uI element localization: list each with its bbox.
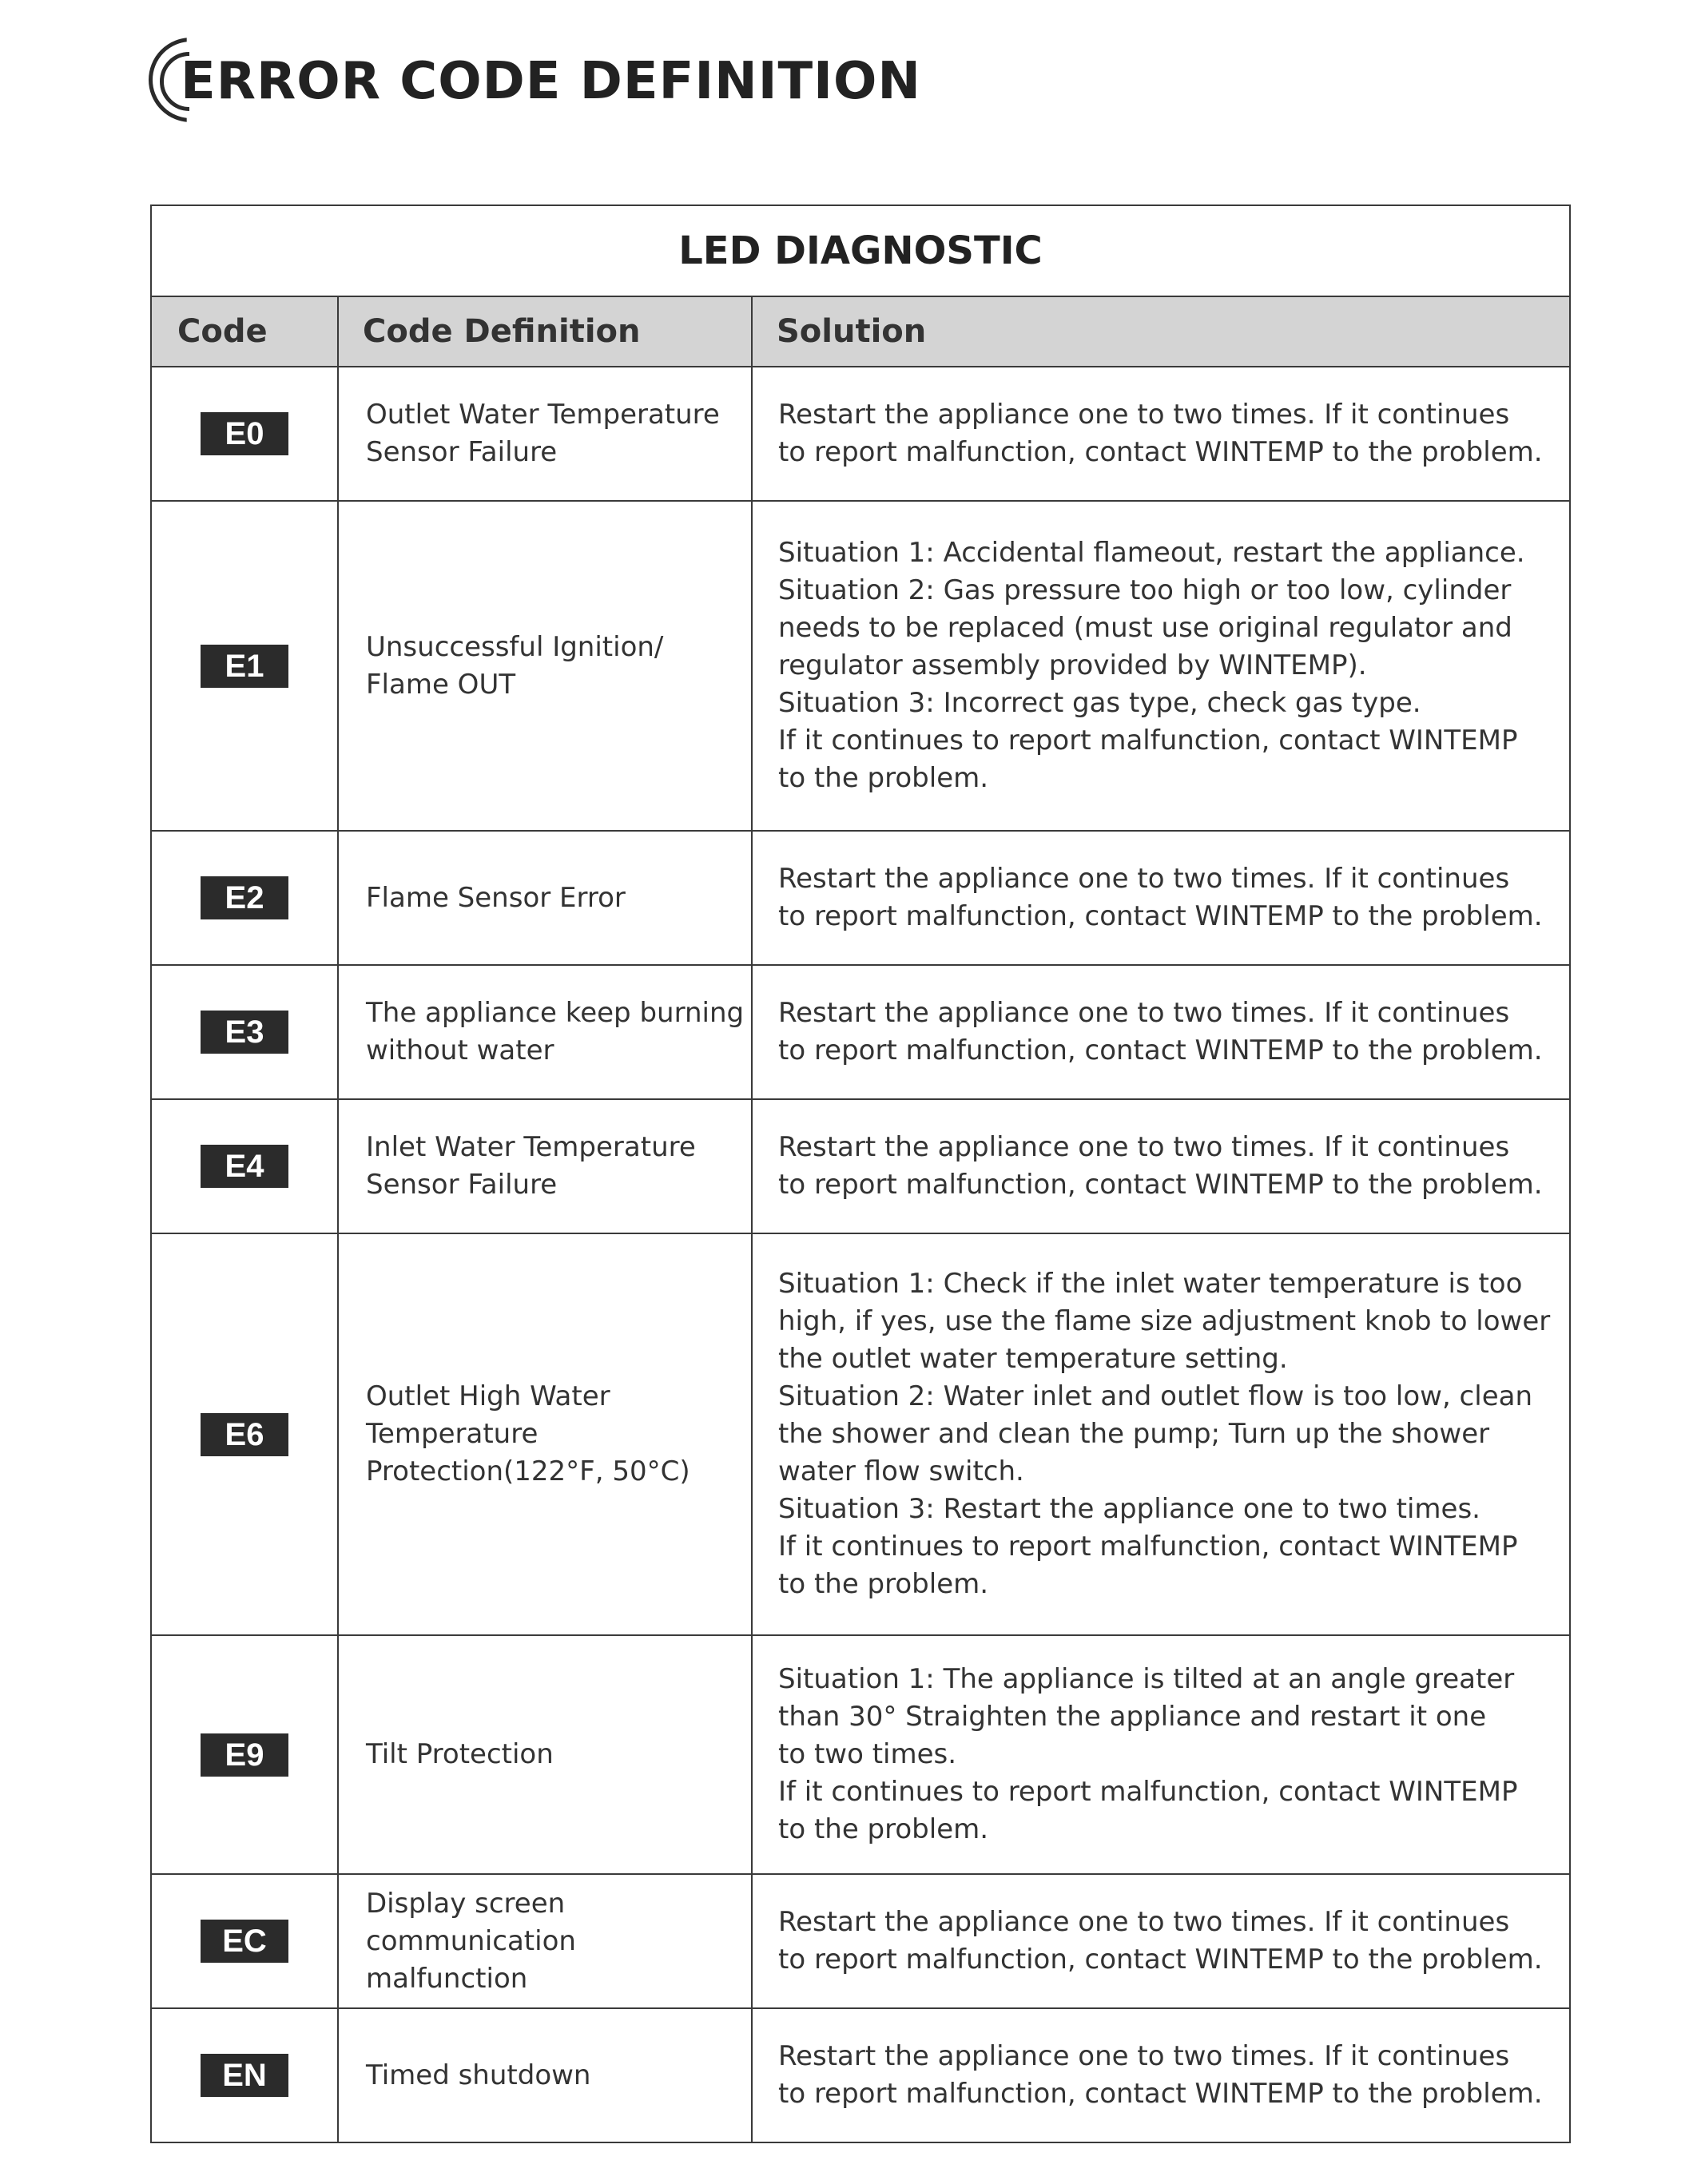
solution-cell <box>752 2008 1570 2142</box>
definition-line: Timed shutdown <box>366 2059 591 2091</box>
solution-line: regulator assembly provided by WINTEMP). <box>778 649 1367 681</box>
solution-cell <box>752 1874 1570 2008</box>
definition-line: Temperature <box>366 1418 539 1450</box>
solution-line: to report malfunction, contact WINTEMP to the problem. <box>778 2078 1543 2110</box>
solution-line: to the problem. <box>778 1813 989 1845</box>
solution-line: needs to be replaced (must use original regulator and <box>778 612 1512 644</box>
solution-line: to the problem. <box>778 1568 989 1600</box>
code-cell <box>151 2008 338 2142</box>
code-cell <box>151 1099 338 1233</box>
definition-cell <box>338 831 752 965</box>
table-row <box>151 831 1570 965</box>
table-row <box>151 1635 1570 1874</box>
logo-inner-arc <box>160 52 219 111</box>
table-row <box>151 2008 1570 2142</box>
code-cell <box>151 501 338 831</box>
definition-cell <box>338 1635 752 1874</box>
code-cell <box>151 965 338 1099</box>
solution-line: Situation 1: Check if the inlet water temperature is too <box>778 1268 1523 1300</box>
solution-line: to report malfunction, contact WINTEMP to the problem. <box>778 900 1543 932</box>
error-code-badge: E4 <box>201 1145 288 1188</box>
solution-line: to the problem. <box>778 762 989 794</box>
solution-cell <box>752 367 1570 501</box>
table-caption: LED DIAGNOSTIC <box>151 205 1570 296</box>
definition-line: Display screen <box>366 1887 566 1920</box>
solution-cell <box>752 1099 1570 1233</box>
solution-line: to report malfunction, contact WINTEMP to the problem. <box>778 1944 1543 1976</box>
code-cell <box>151 1874 338 2008</box>
definition-line: Unsuccessful Ignition/ <box>366 630 664 663</box>
definition-cell <box>338 965 752 1099</box>
column-header-code: Code <box>151 296 338 367</box>
solution-cell <box>752 831 1570 965</box>
solution-line: Restart the appliance one to two times. If it continues <box>778 2040 1510 2072</box>
table-row <box>151 1099 1570 1233</box>
solution-line: Restart the appliance one to two times. If it continues <box>778 1906 1510 1938</box>
solution-line: to report malfunction, contact WINTEMP to the problem. <box>778 1034 1543 1066</box>
solution-line: Restart the appliance one to two times. If it continues <box>778 997 1510 1029</box>
definition-line: without water <box>366 1034 554 1066</box>
definition-cell <box>338 367 752 501</box>
solution-cell <box>752 965 1570 1099</box>
definition-cell <box>338 1099 752 1233</box>
definition-cell <box>338 2008 752 2142</box>
solution-line: If it continues to report malfunction, contact WINTEMP <box>778 1531 1518 1563</box>
table-row <box>151 501 1570 831</box>
solution-line: than 30° Straighten the appliance and restart it one <box>778 1701 1487 1733</box>
code-cell <box>151 367 338 501</box>
solution-line: Situation 3: Incorrect gas type, check gas type. <box>778 687 1421 719</box>
error-code-badge: E0 <box>201 412 288 455</box>
column-header-definition: Code Definition <box>338 296 752 367</box>
table-row <box>151 1874 1570 2008</box>
solution-line: to report malfunction, contact WINTEMP to the problem. <box>778 1169 1543 1201</box>
solution-line: the shower and clean the pump; Turn up the shower <box>778 1418 1490 1450</box>
solution-line: Restart the appliance one to two times. If it continues <box>778 863 1510 895</box>
solution-line: If it continues to report malfunction, contact WINTEMP <box>778 725 1518 756</box>
definition-cell <box>338 501 752 831</box>
error-code-badge: E3 <box>201 1011 288 1054</box>
page-title-text: ERROR CODE DEFINITION <box>181 52 921 111</box>
solution-line: If it continues to report malfunction, contact WINTEMP <box>778 1776 1518 1808</box>
definition-line: Protection(122°F, 50°C) <box>366 1455 690 1487</box>
definition-line: The appliance keep burning <box>366 997 745 1029</box>
definition-line: Tilt Protection <box>366 1738 554 1770</box>
definition-line: Outlet Water Temperature <box>366 399 720 431</box>
column-header-solution: Solution <box>752 296 1570 367</box>
error-code-badge: E2 <box>201 876 288 919</box>
code-cell <box>151 1635 338 1874</box>
definition-line: Flame Sensor Error <box>366 881 626 914</box>
table-row <box>151 367 1570 501</box>
definition-cell <box>338 1874 752 2008</box>
solution-line: Restart the appliance one to two times. If it continues <box>778 1131 1510 1163</box>
solution-line: Restart the appliance one to two times. If it continues <box>778 399 1510 431</box>
error-code-badge: E1 <box>201 645 288 688</box>
definition-line: Outlet High Water <box>366 1380 610 1412</box>
table-row <box>151 1233 1570 1635</box>
error-code-badge: E6 <box>201 1413 288 1456</box>
code-cell <box>151 1233 338 1635</box>
led-diagnostic-table <box>150 205 1571 2143</box>
solution-line: Situation 2: Gas pressure too high or too low, cylinder <box>778 574 1512 606</box>
page-title <box>149 34 921 129</box>
logo-icon <box>149 38 213 125</box>
table-row <box>151 965 1570 1099</box>
solution-line: Situation 3: Restart the appliance one to two times. <box>778 1493 1480 1525</box>
solution-line: to report malfunction, contact WINTEMP to the problem. <box>778 436 1543 468</box>
error-code-badge: EN <box>201 2054 288 2097</box>
solution-cell <box>752 1233 1570 1635</box>
error-code-badge: EC <box>201 1920 288 1963</box>
solution-line: Situation 2: Water inlet and outlet flow is too low, clean <box>778 1380 1532 1412</box>
solution-line: water flow switch. <box>778 1455 1024 1487</box>
solution-line: high, if yes, use the flame size adjustment knob to lower <box>778 1305 1551 1337</box>
definition-cell <box>338 1233 752 1635</box>
code-cell <box>151 831 338 965</box>
solution-line: the outlet water temperature setting. <box>778 1343 1288 1375</box>
definition-line: Sensor Failure <box>366 1169 558 1201</box>
solution-line: Situation 1: Accidental flameout, restart the appliance. <box>778 537 1525 569</box>
solution-cell <box>752 1635 1570 1874</box>
definition-line: communication malfunction <box>366 1924 576 1995</box>
definition-line: Flame OUT <box>366 668 516 701</box>
solution-line: to two times. <box>778 1738 957 1770</box>
solution-line: Situation 1: The appliance is tilted at an angle greater <box>778 1663 1515 1695</box>
definition-line: Sensor Failure <box>366 436 558 468</box>
solution-cell <box>752 501 1570 831</box>
definition-line: Inlet Water Temperature <box>366 1131 696 1163</box>
error-code-badge: E9 <box>201 1733 288 1777</box>
